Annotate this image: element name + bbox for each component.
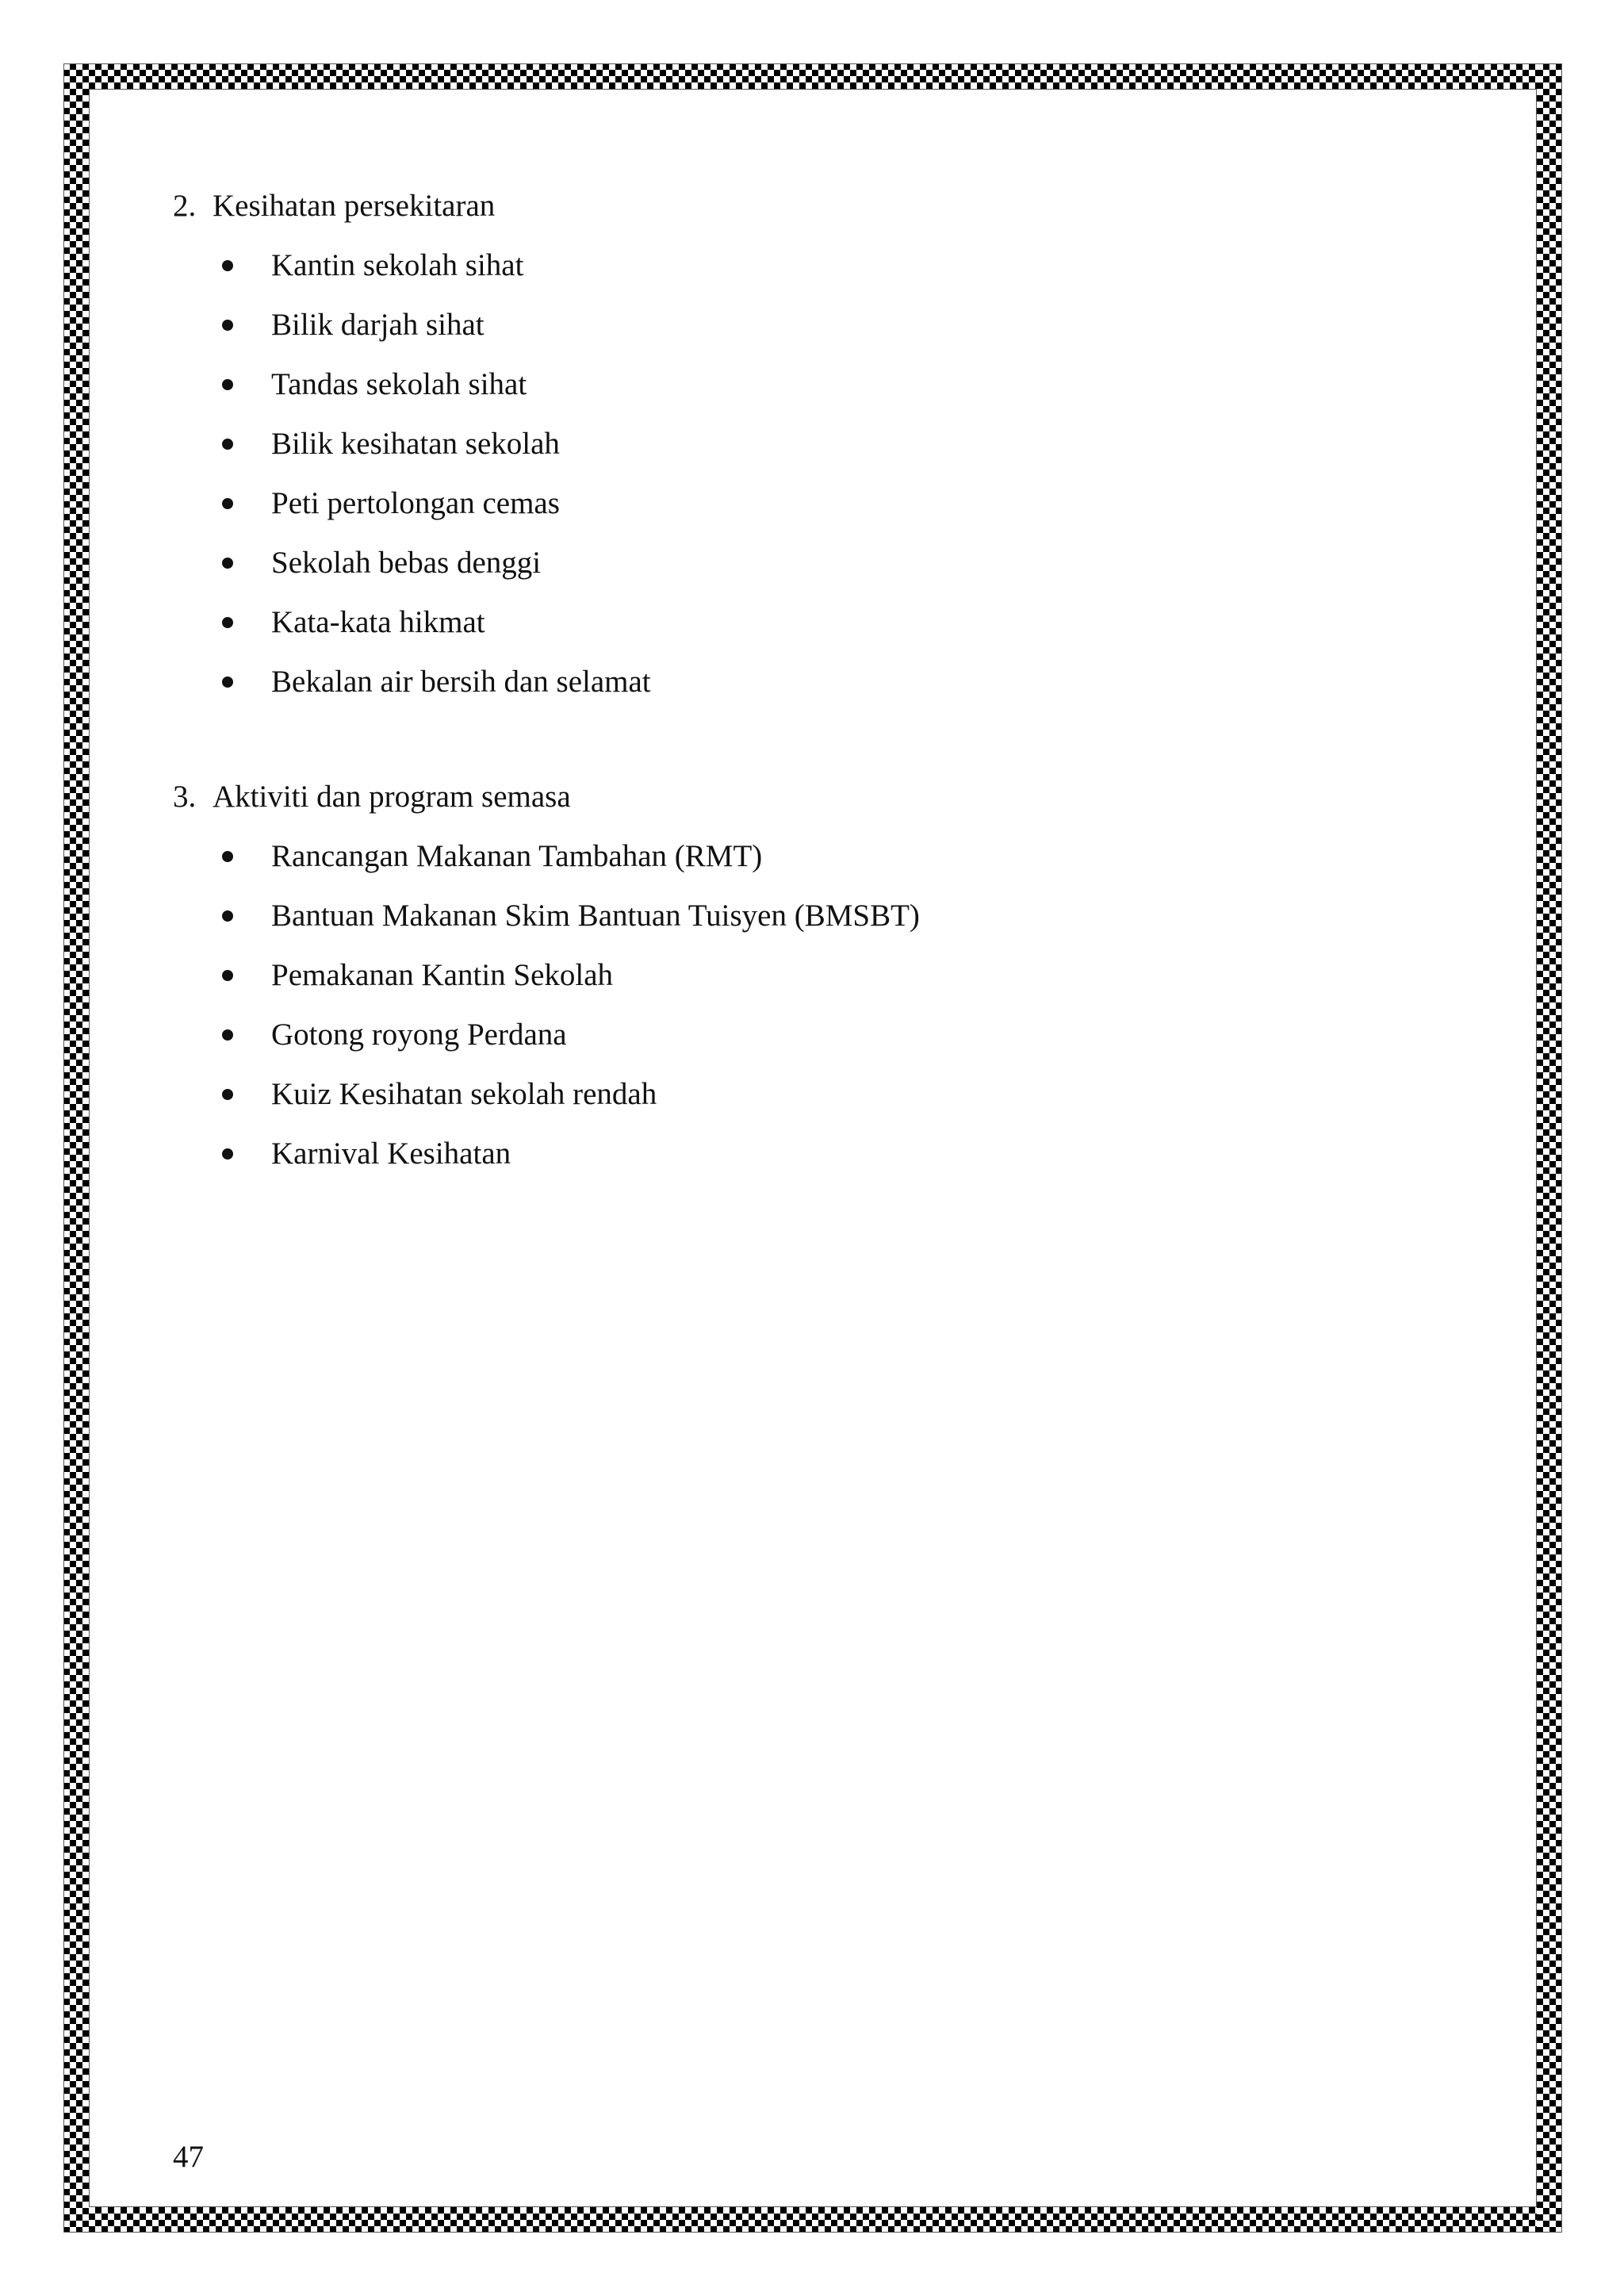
list-item-text: Bekalan air bersih dan selamat (271, 665, 651, 699)
bullet-icon (222, 617, 233, 628)
list-item (173, 355, 1481, 414)
list-item (173, 592, 1481, 652)
section-spacer (173, 711, 1481, 767)
bullet-icon (222, 498, 233, 509)
list-item (173, 473, 1481, 533)
list-item (173, 945, 1481, 1005)
bullet-icon (222, 910, 233, 922)
list-item (173, 886, 1481, 945)
page-number: 47 (173, 2140, 204, 2174)
list-item (173, 1005, 1481, 1064)
list-item-text: Gotong royong Perdana (271, 1018, 567, 1052)
bullet-icon (222, 851, 233, 862)
list-item-text: Peti pertolongan cemas (271, 486, 560, 520)
bullet-list (173, 236, 1481, 711)
list-item (173, 1064, 1481, 1124)
bullet-icon (222, 1029, 233, 1041)
list-item (173, 414, 1481, 473)
section-title: Kesihatan persekitaran (213, 189, 496, 223)
list-item-text: Tandas sekolah sihat (271, 367, 527, 401)
list-item-text: Rancangan Makanan Tambahan (RMT) (271, 839, 763, 873)
list-item-text: Sekolah bebas denggi (271, 546, 542, 580)
section-heading (173, 767, 1481, 826)
list-item (173, 295, 1481, 355)
bullet-icon (222, 379, 233, 390)
list-item (173, 236, 1481, 295)
bullet-icon (222, 558, 233, 569)
list-item (173, 1124, 1481, 1183)
list-item (173, 826, 1481, 886)
section-aktiviti-program (173, 767, 1481, 1183)
bullet-icon (222, 677, 233, 688)
document-body (173, 176, 1481, 1183)
list-item-text: Kuiz Kesihatan sekolah rendah (271, 1077, 657, 1111)
bullet-icon (222, 320, 233, 331)
list-item-text: Bilik kesihatan sekolah (271, 427, 560, 461)
section-number: 2. (173, 189, 197, 223)
section-kesihatan-persekitaran (173, 176, 1481, 711)
section-heading (173, 176, 1481, 236)
list-item-text: Pemakanan Kantin Sekolah (271, 958, 614, 992)
list-item-text: Bilik darjah sihat (271, 308, 485, 342)
list-item-text: Karnival Kesihatan (271, 1137, 511, 1171)
list-item (173, 652, 1481, 711)
section-number: 3. (173, 780, 197, 814)
list-item (173, 533, 1481, 592)
list-item-text: Kata-kata hikmat (271, 605, 485, 639)
bullet-icon (222, 260, 233, 271)
bullet-icon (222, 1148, 233, 1159)
bullet-icon (222, 1089, 233, 1100)
list-item-text: Bantuan Makanan Skim Bantuan Tuisyen (BMSBT) (271, 899, 920, 933)
bullet-icon (222, 439, 233, 450)
bullet-list (173, 826, 1481, 1183)
list-item-text: Kantin sekolah sihat (271, 248, 524, 282)
bullet-icon (222, 970, 233, 981)
section-title: Aktiviti dan program semasa (213, 780, 571, 814)
